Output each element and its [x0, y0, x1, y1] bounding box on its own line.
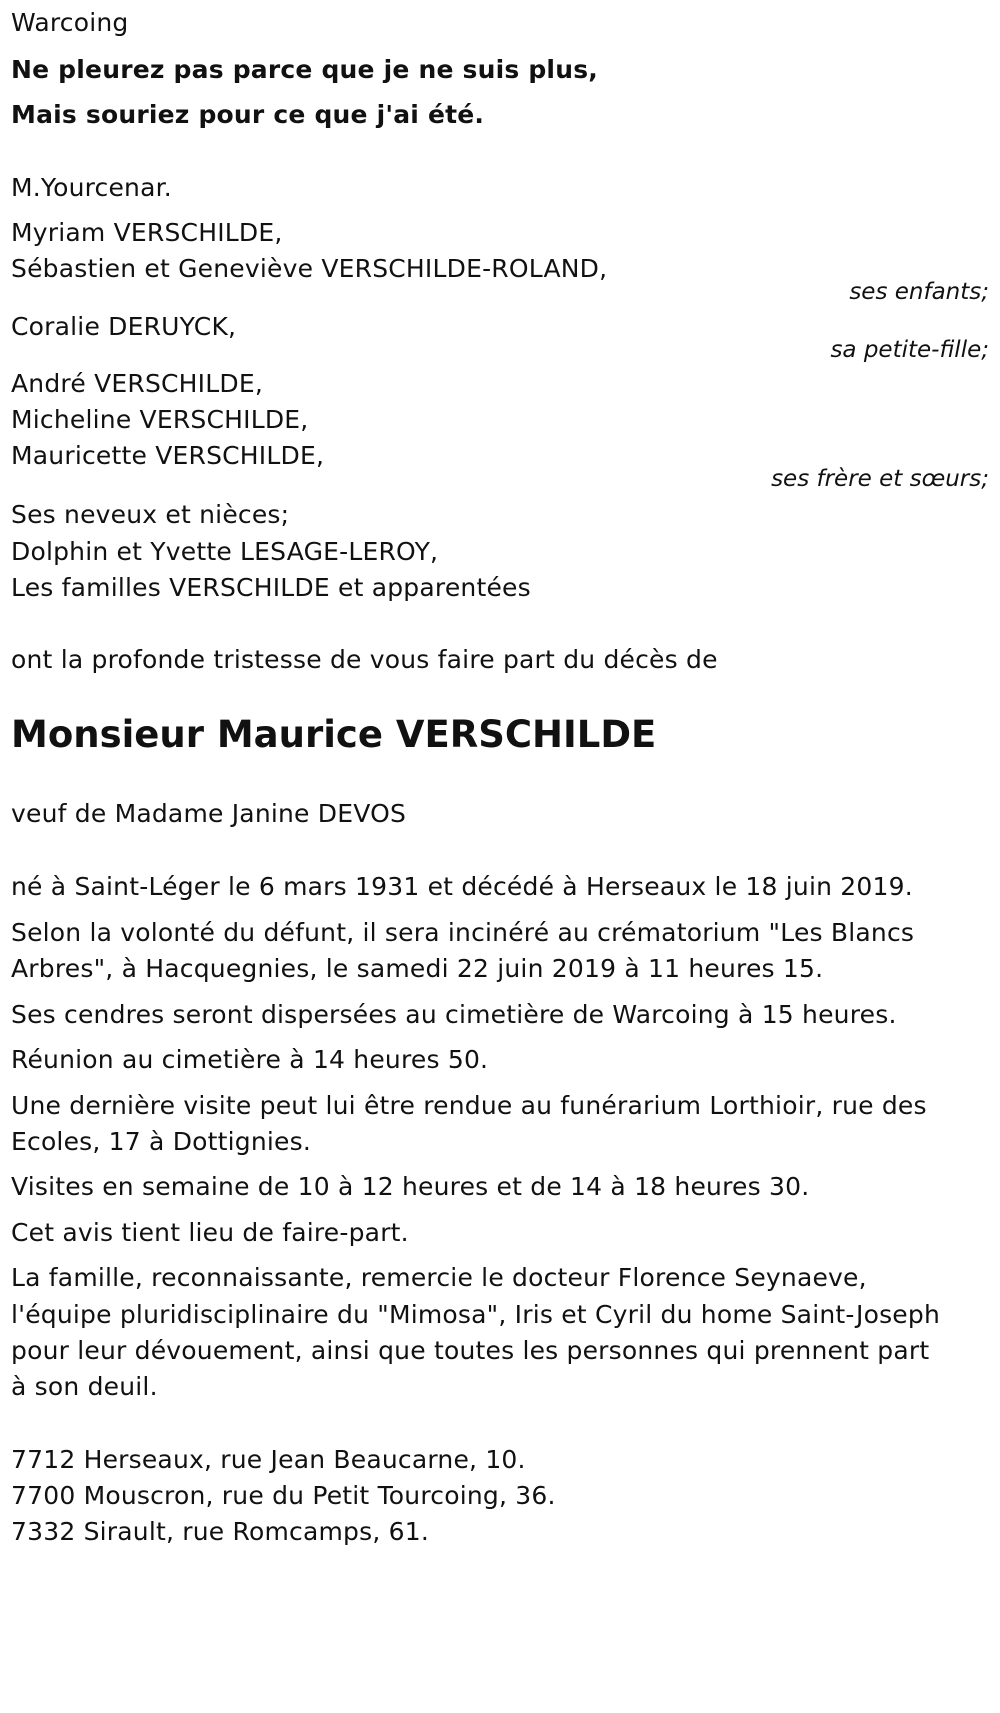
child-name: Myriam VERSCHILDE,: [11, 218, 283, 247]
other-relatives: Dolphin et Yvette LESAGE-LEROY,: [11, 537, 439, 566]
thanks-text: La famille, reconnaissante, remercie le docteur Florence Seynaeve,: [11, 1263, 867, 1292]
other-relatives: Les familles VERSCHILDE et apparentées: [11, 573, 531, 602]
cremation-text: Selon la volonté du défunt, il sera incinéré au crématorium "Les Blancs: [11, 918, 915, 947]
birth-death: né à Saint-Léger le 6 mars 1931 et décédé à Herseaux le 18 juin 2019.: [11, 872, 913, 901]
quote-line-2: Mais souriez pour ce que j'ai été.: [11, 100, 485, 129]
sibling-name: André VERSCHILDE,: [11, 369, 263, 398]
visit-text: Une dernière visite peut lui être rendue au funérarium Lorthioir, rue des: [11, 1091, 927, 1120]
place-heading: Warcoing: [11, 8, 129, 37]
ashes-text: Ses cendres seront dispersées au cimetière de Warcoing à 15 heures.: [11, 1000, 897, 1029]
siblings-relation: ses frère et sœurs;: [771, 466, 989, 492]
meeting-text: Réunion au cimetière à 14 heures 50.: [11, 1045, 489, 1074]
address: 7712 Herseaux, rue Jean Beaucarne, 10.: [11, 1445, 526, 1474]
sibling-name: Mauricette VERSCHILDE,: [11, 441, 325, 470]
quote-line-1: Ne pleurez pas parce que je ne suis plus,: [11, 55, 598, 84]
address: 7332 Sirault, rue Romcamps, 61.: [11, 1517, 429, 1546]
thanks-text: pour leur dévouement, ainsi que toutes les personnes qui prennent part: [11, 1336, 930, 1365]
deceased-name: Monsieur Maurice VERSCHILDE: [11, 713, 657, 756]
quote-author: M.Yourcenar.: [11, 173, 172, 202]
thanks-text: à son deuil.: [11, 1372, 158, 1401]
visit-text: Ecoles, 17 à Dottignies.: [11, 1127, 312, 1156]
notice-text: Cet avis tient lieu de faire-part.: [11, 1218, 409, 1247]
thanks-text: l'équipe pluridisciplinaire du "Mimosa", Iris et Cyril du home Saint-Joseph: [11, 1300, 940, 1329]
child-name: Sébastien et Geneviève VERSCHILDE-ROLAND,: [11, 254, 608, 283]
other-relatives: Ses neveux et nièces;: [11, 500, 290, 529]
announcement: ont la profonde tristesse de vous faire part du décès de: [11, 645, 718, 674]
deceased-status: veuf de Madame Janine DEVOS: [11, 799, 407, 828]
sibling-name: Micheline VERSCHILDE,: [11, 405, 309, 434]
address: 7700 Mouscron, rue du Petit Tourcoing, 36.: [11, 1481, 556, 1510]
grandchildren-relation: sa petite-fille;: [830, 337, 989, 363]
children-relation: ses enfants;: [849, 279, 989, 305]
grandchild-name: Coralie DERUYCK,: [11, 312, 237, 341]
visit-hours: Visites en semaine de 10 à 12 heures et de 14 à 18 heures 30.: [11, 1172, 810, 1201]
cremation-text: Arbres", à Hacquegnies, le samedi 22 juin 2019 à 11 heures 15.: [11, 954, 824, 983]
